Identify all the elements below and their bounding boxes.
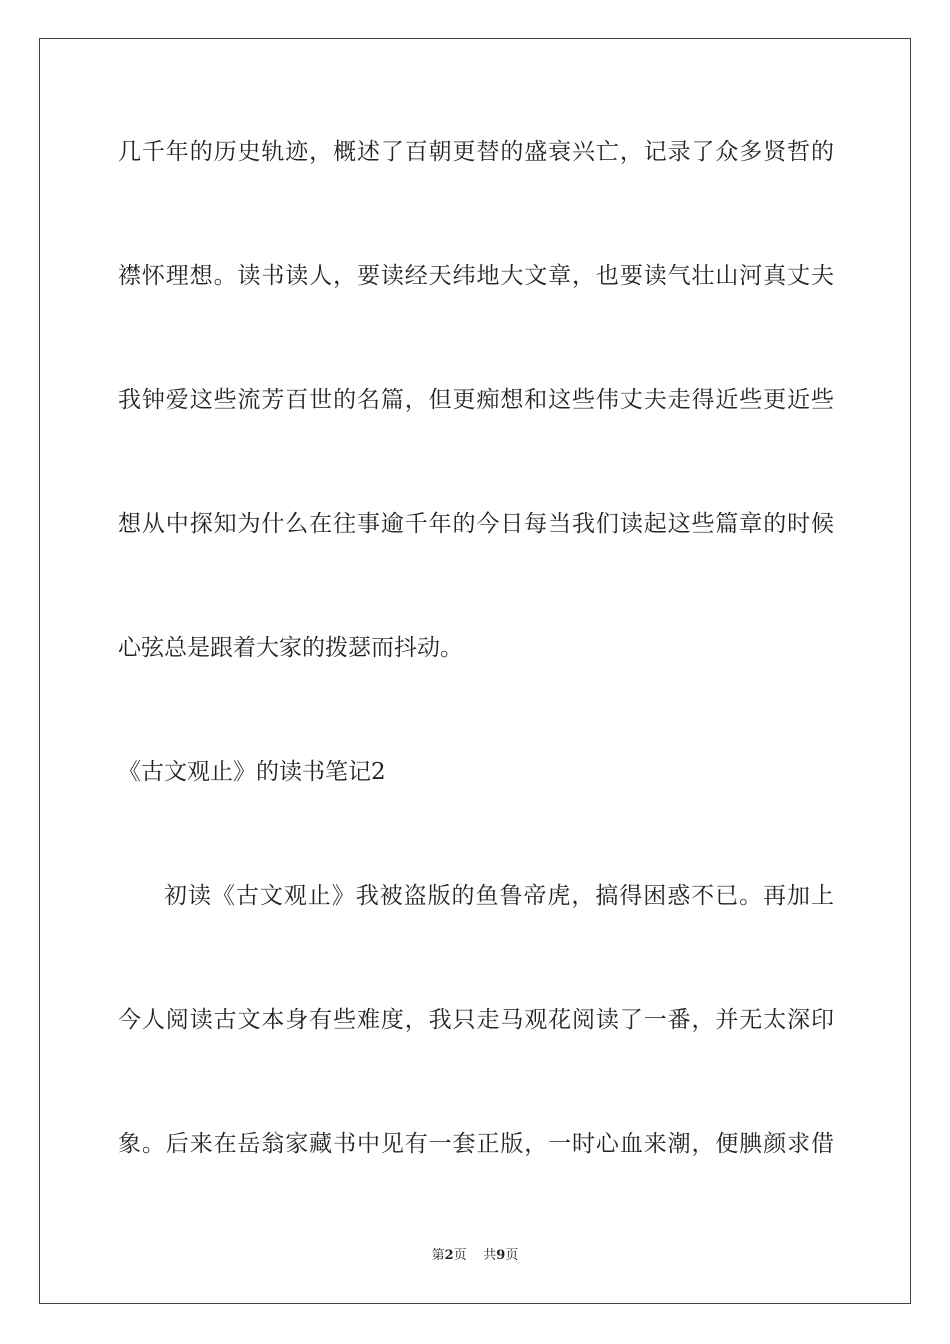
body-line-3: 我钟爱这些流芳百世的名篇，但更痴想和这些伟丈夫走得近些更近些 — [118, 387, 834, 413]
section-heading: 《古文观止》的读书笔记2 — [118, 759, 386, 785]
page-footer — [0, 1248, 950, 1264]
body-line-2: 襟怀理想。读书读人，要读经天纬地大文章，也要读气壮山河真丈夫 — [118, 263, 834, 289]
body-line-1: 几千年的历史轨迹，概述了百朝更替的盛衰兴亡，记录了众多贤哲的 — [118, 139, 834, 165]
body-line-7-indented: 初读《古文观止》我被盗版的鱼鲁帝虎，搞得困惑不已。再加上 — [164, 883, 834, 909]
body-line-4: 想从中探知为什么在往事逾千年的今日每当我们读起这些篇章的时候 — [118, 511, 834, 537]
body-line-9: 象。后来在岳翁家藏书中见有一套正版，一时心血来潮，便腆颜求借 — [118, 1131, 834, 1157]
footer-total-prefix: 共 — [483, 1248, 497, 1263]
footer-page-number: 2 — [444, 1248, 454, 1263]
footer-total-suffix: 页 — [505, 1248, 519, 1263]
body-line-8: 今人阅读古文本身有些难度，我只走马观花阅读了一番，并无太深印 — [118, 1007, 834, 1033]
footer-page-prefix: 第 — [431, 1248, 445, 1263]
footer-total-number: 9 — [496, 1248, 506, 1263]
body-line-5: 心弦总是跟着大家的拨瑟而抖动。 — [118, 635, 463, 661]
footer-page-suffix: 页 — [453, 1248, 467, 1263]
page-border — [39, 38, 911, 1304]
